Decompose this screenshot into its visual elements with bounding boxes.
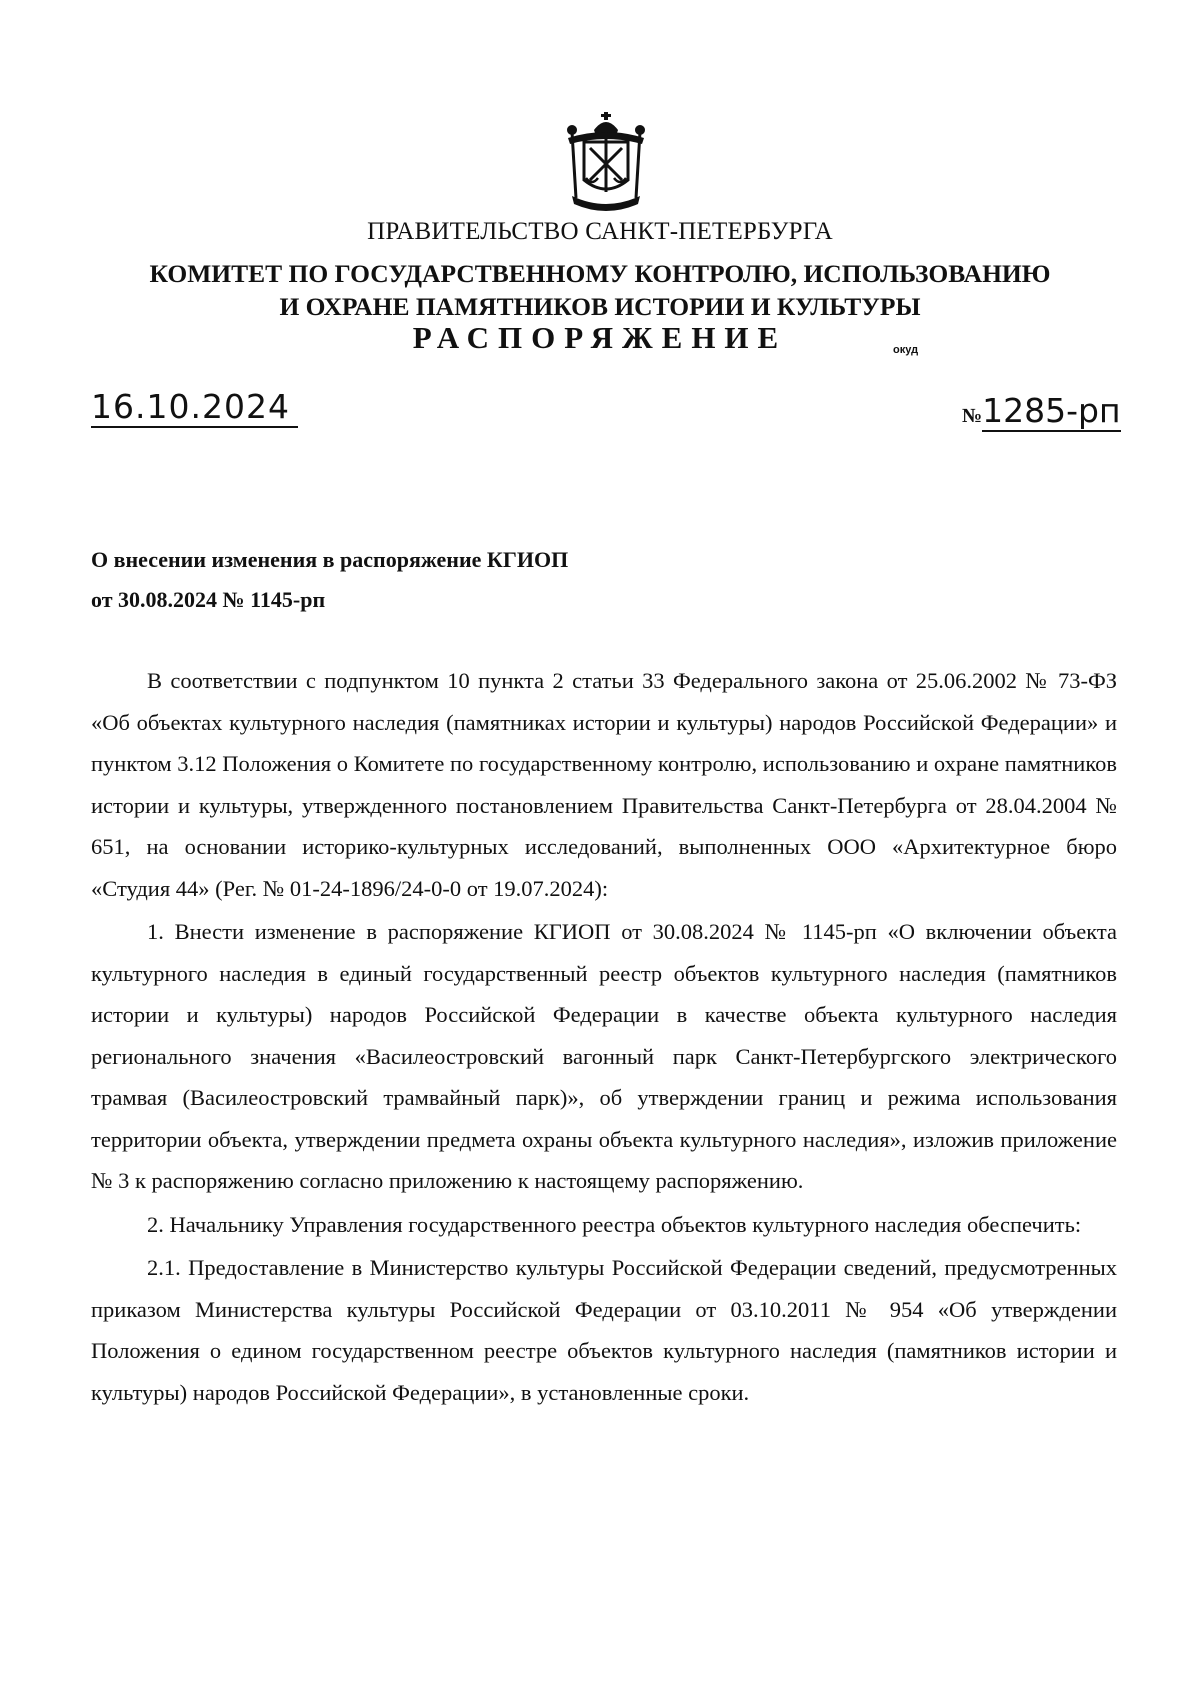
document-body <box>91 660 1117 1413</box>
coat-of-arms-icon <box>558 108 654 216</box>
item-2-paragraph: 2. Начальнику Управления государственного реестра объектов культурного наследия обеспечить: <box>147 1211 1082 1237</box>
okud-label: окуд <box>893 344 919 356</box>
number-sign: № <box>962 405 983 427</box>
document-subject <box>91 540 568 620</box>
item-2-1-paragraph: 2.1. Предоставление в Министерство культуры Российской Федерации сведений, предусмотренных приказом Министерства культуры Российской Федерации от 03.10.2011 № 954 «Об утверждении Положения о едином государственном реестре объектов культурного наследия (памятников истории и культуры) народов Российской Федерации», в установленные сроки. <box>91 1255 1117 1405</box>
committee-line-1: КОМИТЕТ ПО ГОСУДАРСТВЕННОМУ КОНТРОЛЮ, ИСПОЛЬЗОВАНИЮ <box>149 259 1051 288</box>
item-1-paragraph: 1. Внести изменение в распоряжение КГИОП от 30.08.2024 № 1145-рп «О включении объекта культурного наследия в единый государственный реестр объектов культурного наследия (памятников истории и культуры) народов Российской Федерации в качестве объекта культурного наследия регионального значения «Василеостровский вагонный парк Санкт-Петербургского электрического трамвая (Василеостровский трамвайный парк)», об утверждении границ и режима использования территории объекта, утверждении предмета охраны объекта культурного наследия», изложив приложение № 3 к распоряжению согласно приложению к настоящему распоряжению. <box>91 919 1117 1193</box>
committee-name <box>0 257 1200 323</box>
subject-line-1: О внесении изменения в распоряжение КГИОП <box>91 547 569 572</box>
government-name: ПРАВИТЕЛЬСТВО САНКТ-ПЕТЕРБУРГА <box>367 218 833 245</box>
document-number <box>962 392 1121 435</box>
preamble-paragraph: В соответствии с подпунктом 10 пункта 2 статьи 33 Федерального закона от 25.06.2002 № 73-ФЗ «Об объектах культурного наследия (памятниках истории и культуры) народов Российской Федерации» и пунктом 3.12 Положения о Комитете по государственному контролю, использованию и охране памятников истории и культуры, утвержденного постановлением Правительства Санкт-Петербурга от 28.04.2004 № 651, на основании историко-культурных исследований, выполненных ООО «Архитектурное бюро «Студия 44» (Рег. № 01-24-1896/24-0-0 от 19.07.2024): <box>91 668 1117 901</box>
subject-line-2: от 30.08.2024 № 1145-рп <box>91 587 326 612</box>
document-type: РАСПОРЯЖЕНИЕ <box>412 320 788 355</box>
document-date: 16.10.2024 <box>91 388 298 428</box>
number-value: 1285-рп <box>982 391 1121 430</box>
committee-line-2: И ОХРАНЕ ПАМЯТНИКОВ ИСТОРИИ И КУЛЬТУРЫ <box>279 292 921 321</box>
